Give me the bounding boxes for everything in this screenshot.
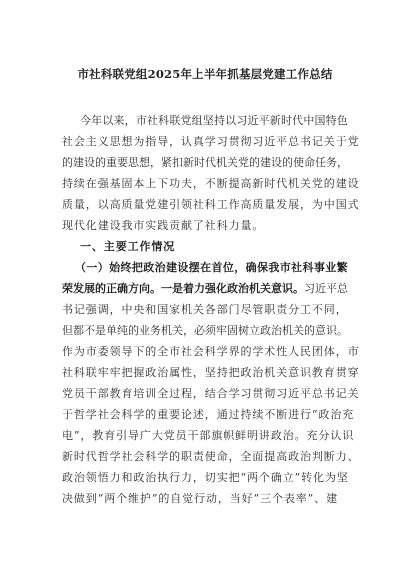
body-line: 作为市委领导下的全市社会科学界的学术性人民团体，市 bbox=[62, 345, 360, 358]
body-line: 书记强调，中央和国家机关各部门尽管职责分工不同， bbox=[62, 303, 348, 316]
intro-line: 的建设的重要思想，紧扣新时代机关党的建设的使命任务， bbox=[62, 156, 348, 169]
section-heading: 一、主要工作情况 bbox=[80, 240, 176, 253]
intro-line: 现代化建设我市实践贡献了社科力量。 bbox=[62, 219, 265, 232]
intro-line: 质量，以高质量党建引领社科工作高质量发展，为中国式 bbox=[62, 198, 360, 211]
intro-line: 持续在强基固本上下功夫，不断提高新时代机关党的建设 bbox=[62, 177, 360, 190]
subsection-heading-bold: 荣发展的正确方向。一是着力强化政治机关意识。 bbox=[62, 282, 304, 295]
body-line: 于哲学社会科学的重要论述，通过持续不断进行“政治充 bbox=[62, 408, 355, 421]
subsection-heading-continued bbox=[62, 282, 348, 296]
subsection-heading: （一）始终把政治建设摆在首位，确保我市社科事业繁 bbox=[75, 261, 348, 274]
body-line: 但都不是单纯的业务机关，必须牢固树立政治机关的意识。 bbox=[62, 324, 348, 337]
body-line: 新时代哲学社会科学的职责使命，全面提高政治判断力、 bbox=[62, 450, 360, 463]
subsection-text-start: 习近平总 bbox=[303, 282, 348, 295]
body-line: 决做到“两个维护”的自觉行动，当好“三个表率”、建 bbox=[62, 492, 338, 505]
body-line: 政治领悟力和政治执行力，切实把“两个确立”转化为坚 bbox=[62, 471, 349, 484]
body-line: 电”，教育引导广大党员干部旗帜鲜明讲政治。充分认识 bbox=[62, 429, 355, 442]
intro-line: 社会主义思想为指导，认真学习贯彻习近平总书记关于党 bbox=[62, 135, 360, 148]
body-line: 党员干部教育培训全过程，结合学习贯彻习近平总书记关 bbox=[62, 387, 360, 400]
body-line: 社科联牢牢把握政治属性，坚持把政治机关意识教育贯穿 bbox=[62, 366, 360, 379]
document-title: 市社科联党组2025年上半年抓基层党建工作总结 bbox=[77, 67, 333, 81]
intro-line: 今年以来，市社科联党组坚持以习近平新时代中国特色 bbox=[80, 114, 348, 127]
